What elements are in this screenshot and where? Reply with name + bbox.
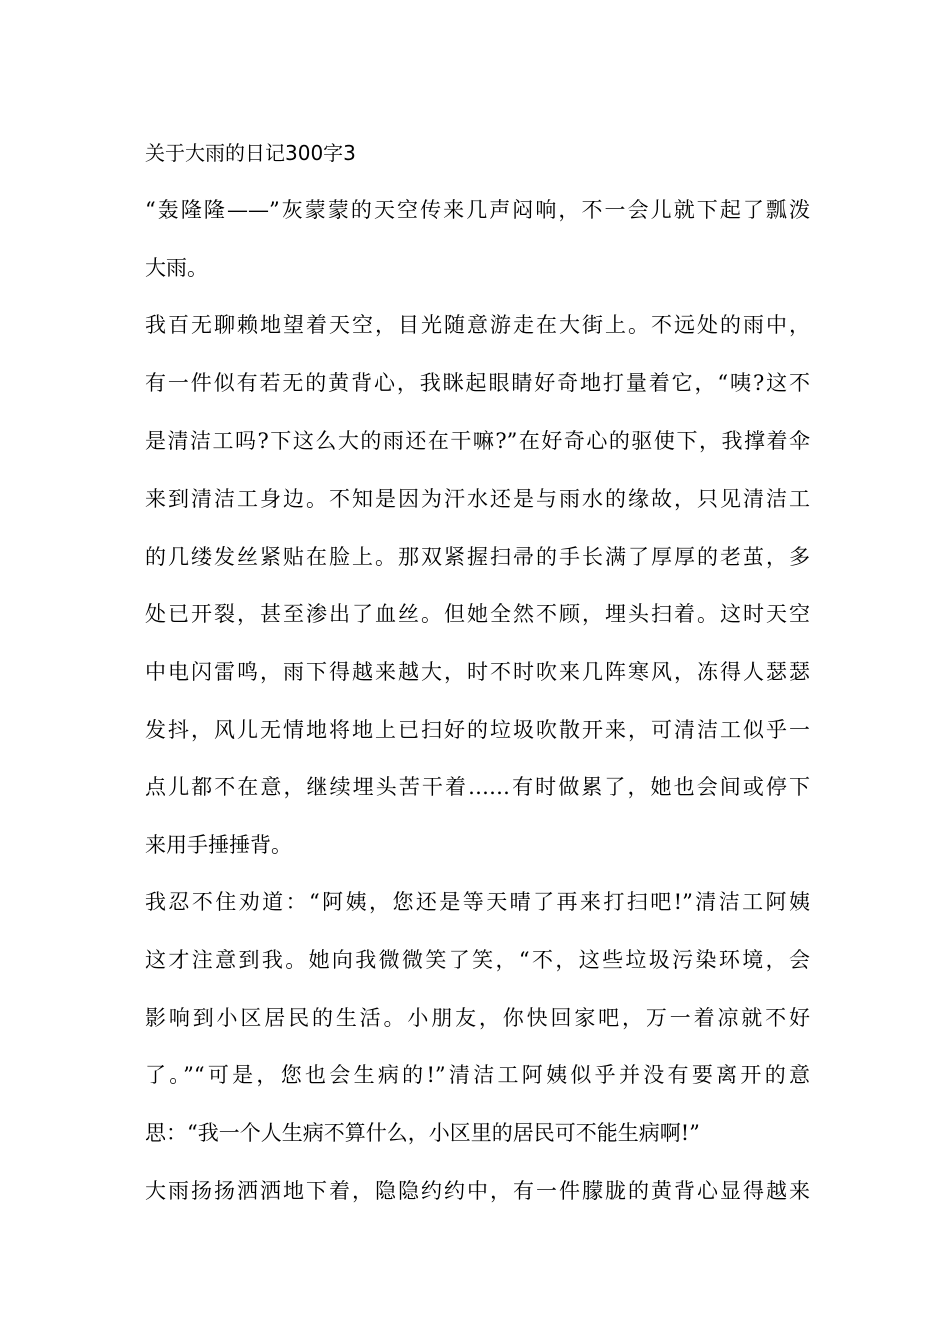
paragraph-line: 了。”“可是，您也会生病的!”清洁工阿姨似乎并没有要离开的意	[145, 1063, 810, 1087]
paragraph-line: 这才注意到我。她向我微微笑了笑，“不，这些垃圾污染环境，会	[145, 948, 810, 972]
paragraph-line: 是清洁工吗?下这么大的雨还在干嘛?”在好奇心的驱使下，我撑着伞	[145, 429, 810, 453]
paragraph-line: 思：“我一个人生病不算什么，小区里的居民可不能生病啊!”	[145, 1121, 700, 1145]
paragraph-line: 大雨。	[145, 256, 208, 280]
paragraph-line: 影响到小区居民的生活。小朋友，你快回家吧，万一着凉就不好	[145, 1006, 810, 1030]
paragraph-line: 处已开裂，甚至渗出了血丝。但她全然不顾，埋头扫着。这时天空	[145, 602, 810, 626]
paragraph-line: 中电闪雷鸣，雨下得越来越大，时不时吹来几阵寒风，冻得人瑟瑟	[145, 660, 810, 684]
paragraph-line: “轰隆隆——”灰蒙蒙的天空传来几声闷响，不一会儿就下起了瓢泼	[145, 198, 810, 222]
paragraph-line: 点儿都不在意，继续埋头苦干着……有时做累了，她也会间或停下	[145, 775, 810, 799]
paragraph-line: 有一件似有若无的黄背心，我眯起眼睛好奇地打量着它，“咦?这不	[145, 371, 810, 395]
paragraph-line: 我百无聊赖地望着天空，目光随意游走在大街上。不远处的雨中，	[145, 313, 810, 337]
document-title: 关于大雨的日记300字3	[145, 141, 356, 165]
paragraph-line: 我忍不住劝道：“阿姨，您还是等天晴了再来打扫吧!”清洁工阿姨	[145, 890, 810, 914]
paragraph-line: 发抖，风儿无情地将地上已扫好的垃圾吹散开来，可清洁工似乎一	[145, 718, 810, 742]
paragraph-line: 的几缕发丝紧贴在脸上。那双紧握扫帚的手长满了厚厚的老茧，多	[145, 545, 810, 569]
paragraph-line: 来到清洁工身边。不知是因为汗水还是与雨水的缘故，只见清洁工	[145, 487, 810, 511]
paragraph-line: 大雨扬扬洒洒地下着，隐隐约约中，有一件朦胧的黄背心显得越来	[145, 1179, 810, 1203]
paragraph-line: 来用手捶捶背。	[145, 833, 292, 857]
